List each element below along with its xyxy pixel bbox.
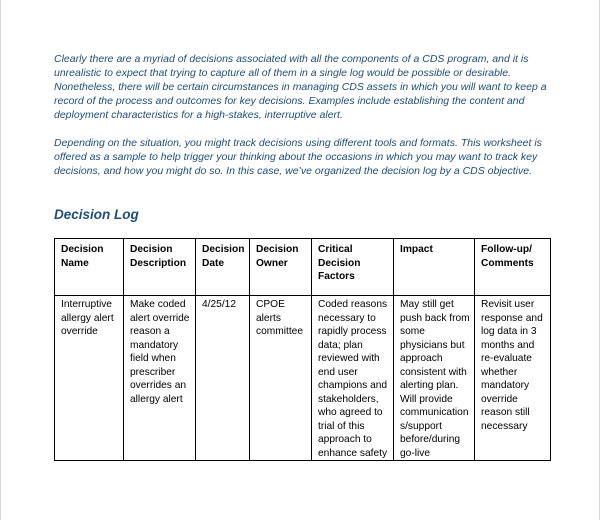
column-header-follow-up-comments: Follow-up/ Comments [475,239,551,296]
intro-paragraph-2: Depending on the situation, you might track decisions using different tools and formats. This worksheet is offered as a sample to help trigger your thinking about the occasions in which you may want to track key decisions, and how you might do so. In this case, we’ve organized the decision log by a CDS objective. [54,137,542,177]
column-header-decision-description: Decision Description [124,239,196,296]
intro-text [54,52,554,178]
column-header-decision-name: Decision Name [55,239,124,296]
cell-decision-owner: CPOE alerts committee [250,296,312,461]
cell-follow-up-comments: Revisit user response and log data in 3 months and re-evaluate whether mandatory override reason still necessary [475,296,551,461]
column-header-decision-owner: Decision Owner [250,239,312,296]
cell-critical-decision-factors: Coded reasons necessary to rapidly process data; plan reviewed with end user champions and stakeholders, who agreed to trial of this approach to enhance safety [312,296,394,461]
decision-log-heading: Decision Log [54,207,139,222]
cell-decision-description: Make coded alert override reason a mandatory field when prescriber overrides an allergy alert [124,296,196,461]
table-row [55,296,551,461]
cell-decision-name: Interruptive allergy alert override [55,296,124,461]
decision-log-table [54,238,551,461]
column-header-decision-date: Decision Date [196,239,250,296]
table-header-row [55,239,551,296]
cell-impact: May still get push back from some physicians but approach consistent with alerting plan. Will provide communication s/support before/during go-live [394,296,475,461]
column-header-impact: Impact [394,239,475,296]
column-header-critical-decision-factors: Critical Decision Factors [312,239,394,296]
cell-decision-date: 4/25/12 [196,296,250,461]
intro-paragraph-1: Clearly there are a myriad of decisions associated with all the components of a CDS program, and it is unrealistic to expect that trying to capture all of them in a single log would be possible or desirable. Nonetheless, there will be certain circumstances in managing CDS assets in which you will want to keep a record of the process and outcomes for key decisions. Examples include establishing the content and deployment characteristics for a high-stakes, interruptive alert. [54,53,547,121]
